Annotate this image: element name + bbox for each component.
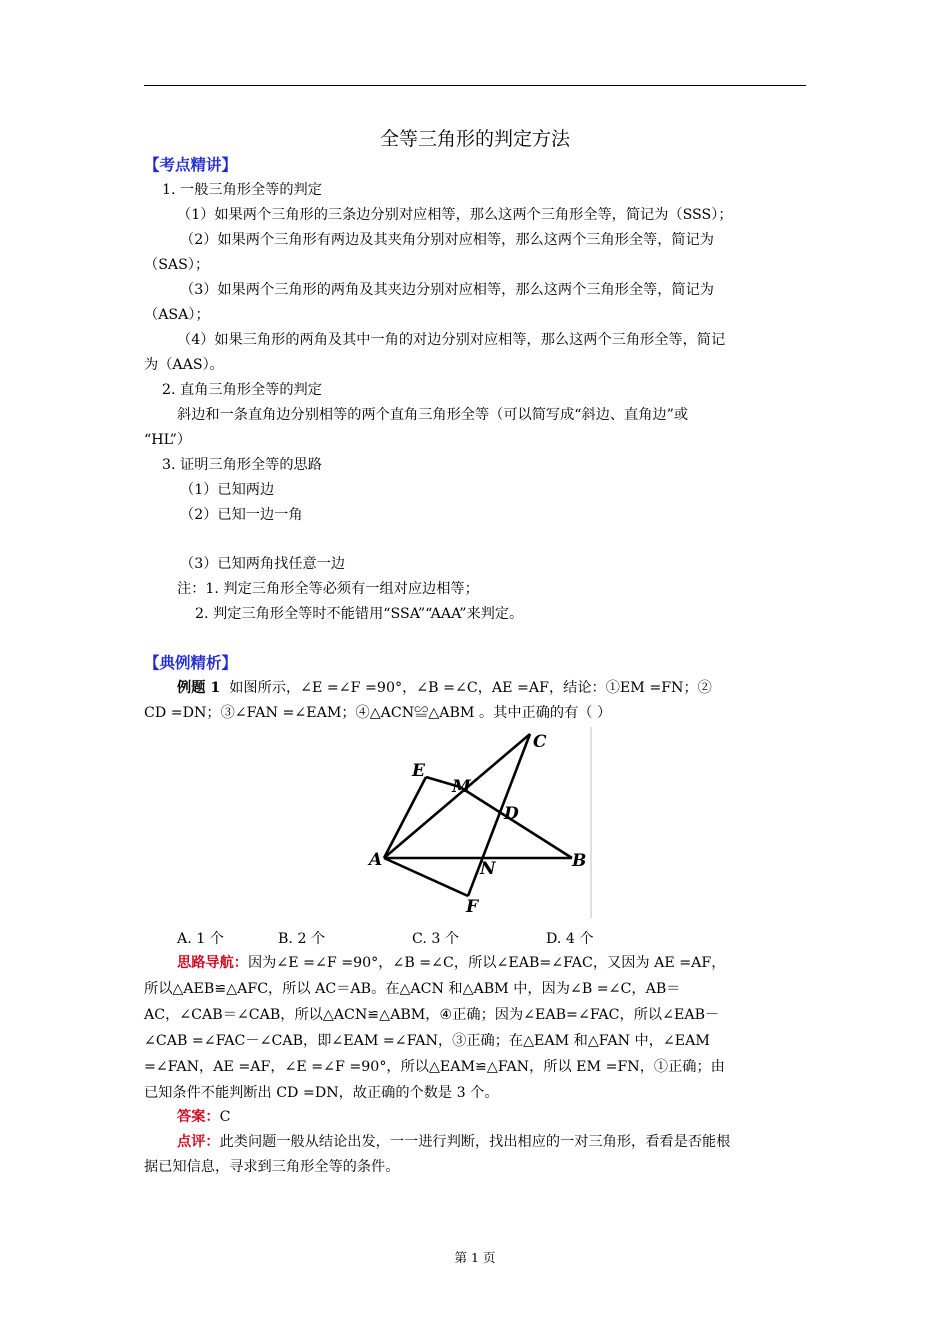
analysis-line: =∠FAN，AE =AF，∠E =∠F =90°，所以△EAM≌△FAN，所以 EM =FN，①正确；由 — [144, 1059, 725, 1075]
text-line: （2）已知一边一角 — [180, 507, 303, 523]
example-text: 如图所示，∠E =∠F =90°，∠B =∠C，AE =AF，结论：①EM =FN；② — [229, 680, 712, 696]
point-label-a: A — [369, 850, 383, 870]
text-line: （SAS）； — [144, 257, 210, 273]
text-line: 为（AAS）。 — [144, 357, 224, 373]
text-line: 斜边和一条直角边分别相等的两个直角三角形全等（可以简写成“斜边、直角边”或 — [177, 407, 689, 423]
choice-c: C. 3 个 — [412, 931, 460, 947]
analysis-label: 思路导航： — [177, 955, 248, 971]
analysis-line — [177, 952, 725, 974]
answer-value: C — [219, 1109, 231, 1125]
point-label-e: E — [412, 761, 425, 781]
text-line: （1）已知两边 — [180, 482, 275, 498]
choice-a: A. 1 个 — [177, 931, 224, 947]
comment-label: 点评： — [177, 1134, 220, 1150]
text-line: （4）如果三角形的两角及其中一角的对边分别对应相等，那么这两个三角形全等，简记 — [177, 332, 726, 348]
example-question-line — [177, 677, 712, 699]
answer-line — [177, 1106, 230, 1128]
choice-b: B. 2 个 — [278, 931, 326, 947]
comment-text: 此类问题一般从结论出发，一一进行判断，找出相应的一对三角形，看看是否能根 — [219, 1134, 731, 1150]
text-line: 2. 直角三角形全等的判定 — [162, 382, 322, 398]
example-question-line: CD =DN；③∠FAN =∠EAM；④△ACN≌△ABM 。其中正确的有（ ） — [144, 705, 612, 721]
example-label: 例题 1 — [177, 680, 221, 696]
header-rule — [144, 85, 806, 86]
analysis-text: 因为∠E =∠F =90°，∠B =∠C，所以∠EAB=∠FAC，又因为 AE =AF， — [247, 955, 726, 971]
point-label-b: B — [572, 851, 587, 871]
text-line: （2）如果两个三角形有两边及其夹角分别对应相等，那么这两个三角形全等，简记为 — [180, 232, 714, 248]
text-line: （1）如果两个三角形的三条边分别对应相等，那么这两个三角形全等，简记为（SSS）； — [177, 207, 733, 223]
analysis-line: 所以△AEB≌△AFC，所以 AC＝AB。在△ACN 和△ABM 中，因为∠B =∠C，AB＝ — [144, 981, 681, 997]
text-line: 3. 证明三角形全等的思路 — [162, 457, 322, 473]
point-label-f: F — [466, 897, 479, 917]
text-line: 1. 一般三角形全等的判定 — [162, 182, 322, 198]
section-header-key-points: 【考点精讲】 — [144, 156, 238, 174]
page-title: 全等三角形的判定方法 — [379, 128, 570, 150]
comment-line: 据已知信息，寻求到三角形全等的条件。 — [144, 1159, 400, 1175]
text-line: “HL”） — [144, 432, 192, 448]
comment-line — [177, 1131, 730, 1153]
point-label-c: C — [533, 732, 547, 752]
page-number: 第 1 页 — [454, 1250, 496, 1265]
analysis-line: 已知条件不能判断出 CD =DN，故正确的个数是 3 个。 — [144, 1085, 499, 1101]
text-line: （3）如果两个三角形的两角及其夹边分别对应相等，那么这两个三角形全等，简记为 — [180, 282, 714, 298]
segment-af — [384, 858, 468, 896]
point-label-m: M — [452, 777, 471, 797]
note-line: 注：1. 判定三角形全等必须有一组对应边相等； — [177, 581, 479, 597]
analysis-line: ∠CAB =∠FAC－∠CAB，即∠EAM =∠FAN，③正确；在△EAM 和△FAN 中，∠EAM — [144, 1033, 710, 1049]
text-line: （3）已知两角找任意一边 — [180, 556, 346, 572]
choice-d: D. 4 个 — [546, 931, 594, 947]
section-header-examples: 【典例精析】 — [144, 654, 238, 672]
answer-label: 答案： — [177, 1109, 220, 1125]
note-line: 2. 判定三角形全等时不能错用“SSA”“AAA”来判定。 — [195, 606, 524, 622]
geometry-figure — [362, 722, 602, 918]
analysis-line: AC，∠CAB＝∠CAB，所以△ACN≌△ABM，④正确；因为∠EAB=∠FAC，所以∠EAB－ — [144, 1007, 720, 1023]
point-label-n: N — [480, 859, 496, 879]
point-label-d: D — [504, 804, 519, 824]
segment-cf — [468, 734, 530, 896]
text-line: （ASA）； — [144, 307, 210, 323]
segment-ae — [384, 777, 426, 858]
